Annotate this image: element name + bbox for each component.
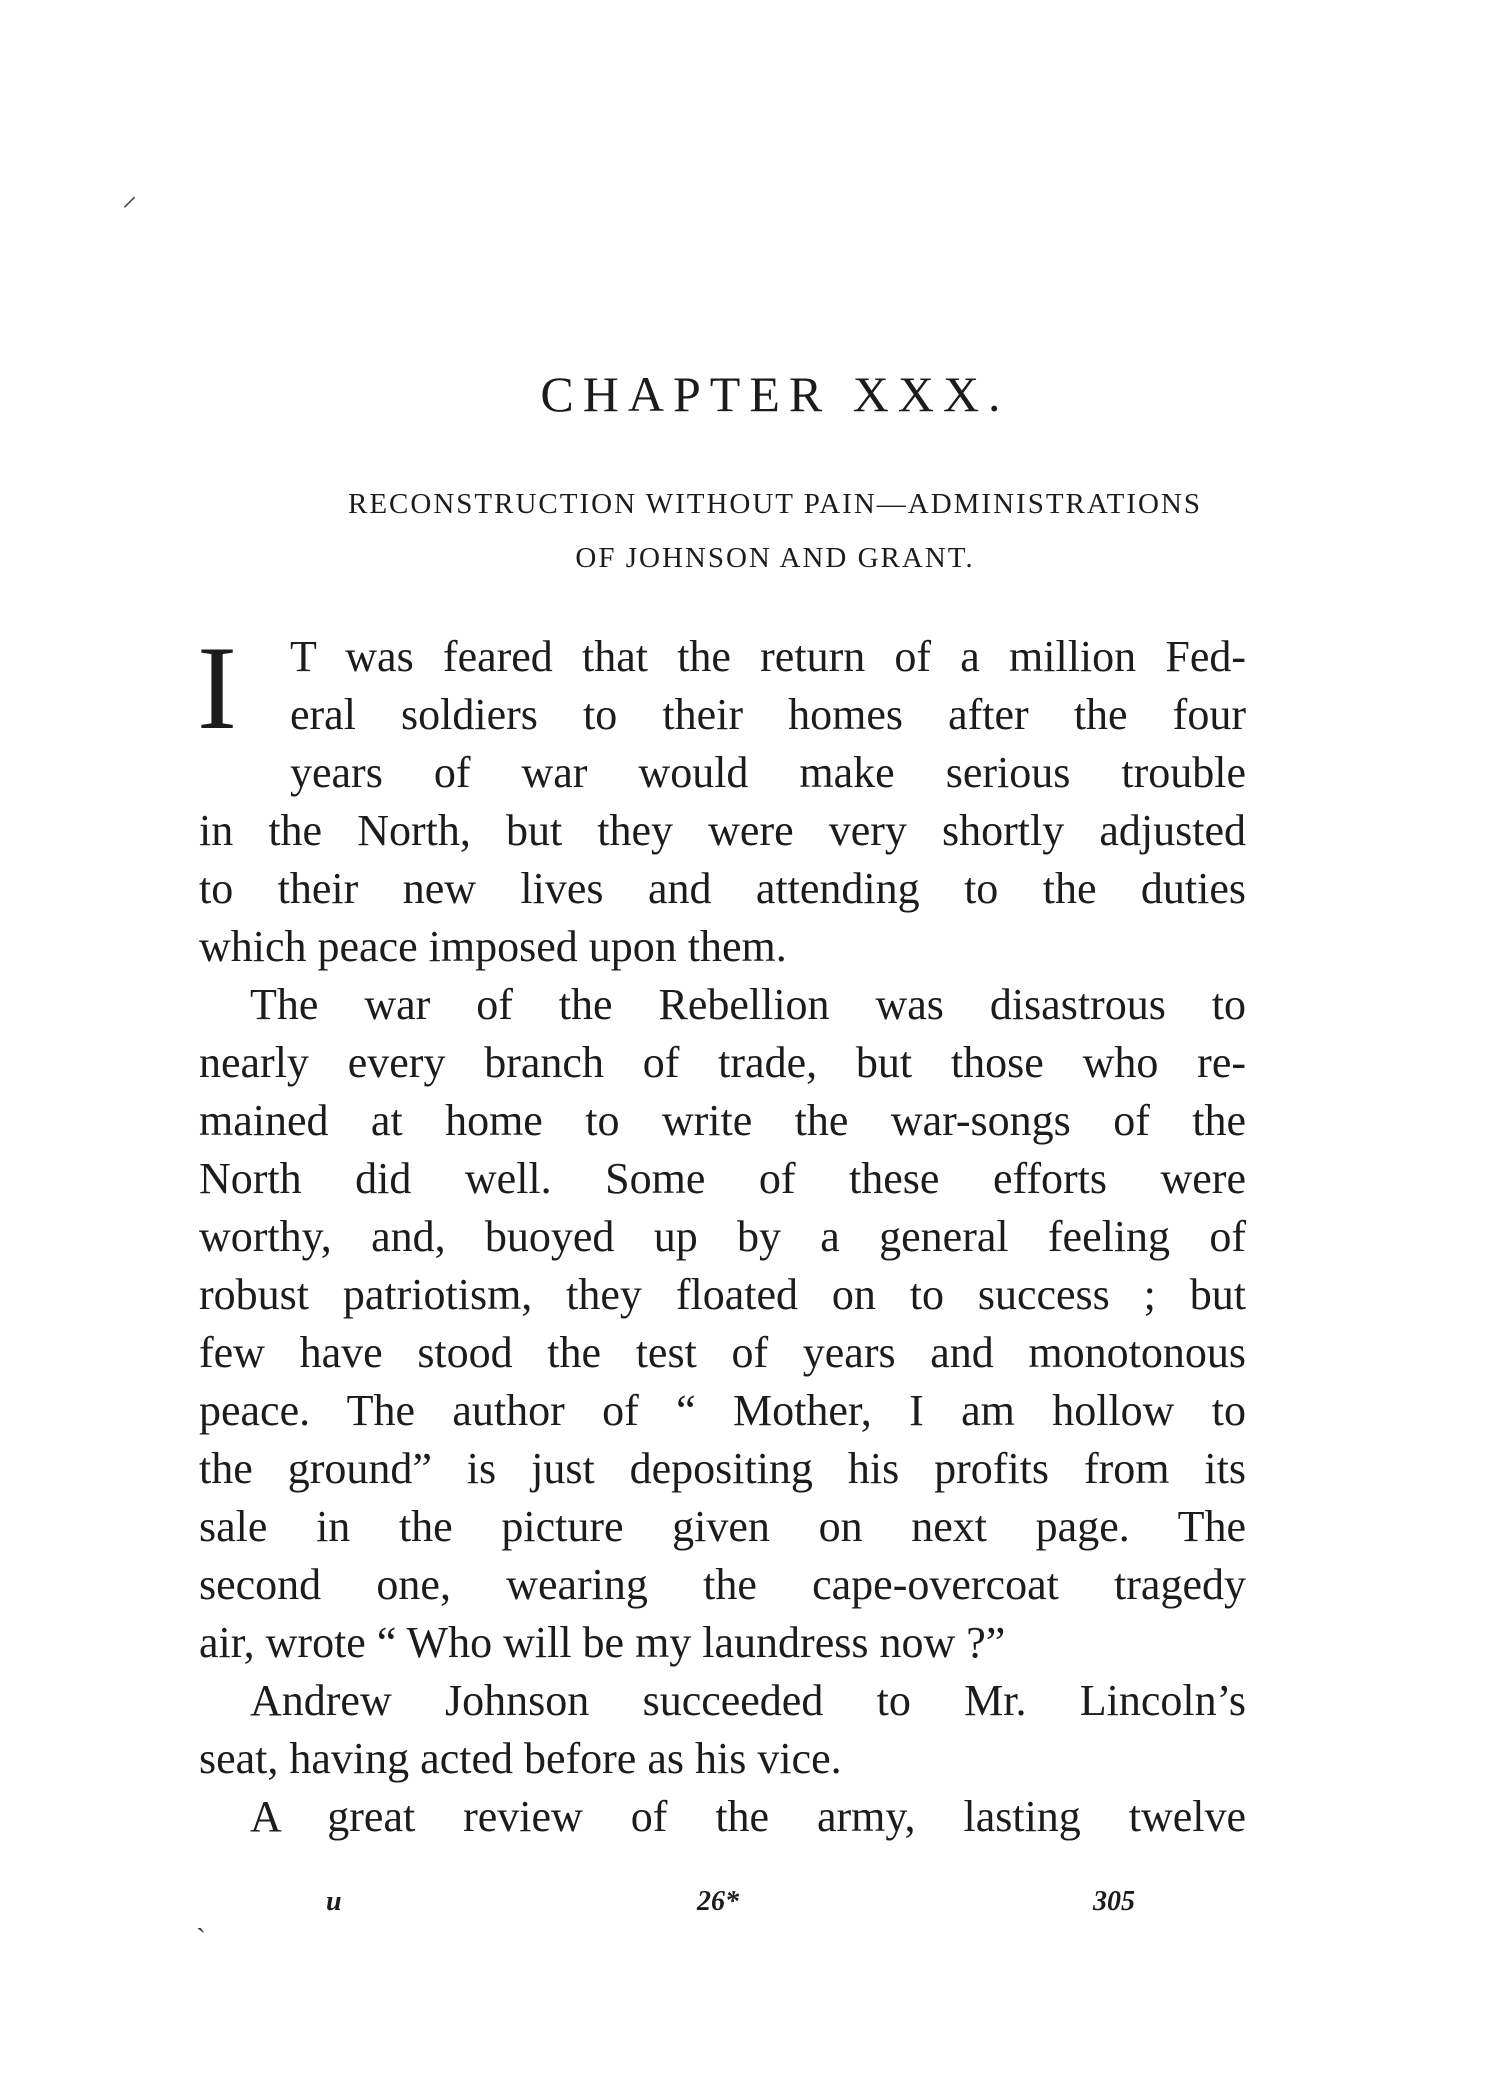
text-line: mained at home to write the war-songs of the [199,1096,1246,1145]
text-line: worthy, and, buoyed up by a general feeling of [199,1212,1246,1261]
text-line: seat, having acted before as his vice. [199,1734,842,1783]
page-number: 305 [1093,1886,1135,1917]
text-line: second one, wearing the cape-overcoat tragedy [199,1560,1246,1609]
stray-mark: ⸍ [122,192,137,225]
text-line: to their new lives and attending to the duties [199,864,1246,913]
chapter-title: CHAPTER XXX. [540,366,1010,422]
drop-cap: I [197,621,237,754]
signature-mark: u [326,1886,342,1917]
text-line: in the North, but they were very shortly adjusted [199,806,1246,855]
sheet-mark: 26* [697,1886,739,1917]
text-line: A great review of the army, lasting twelve [250,1792,1246,1841]
text-line: few have stood the test of years and monotonous [199,1328,1246,1377]
text-line: robust patriotism, they floated on to success ; but [199,1270,1246,1319]
text-line: sale in the picture given on next page. The [199,1502,1246,1551]
text-line: North did well. Some of these efforts were [199,1154,1246,1203]
chapter-subtitle-line-2: OF JOHNSON AND GRANT. [575,542,975,574]
text-line: nearly every branch of trade, but those who re- [199,1038,1246,1087]
chapter-subtitle-line-1: RECONSTRUCTION WITHOUT PAIN—ADMINISTRATIONS [348,488,1202,520]
text-line: T was feared that the return of a million Fed- [290,632,1246,681]
text-line: the ground” is just depositing his profits from its [199,1444,1246,1493]
text-line: eral soldiers to their homes after the four [290,690,1246,739]
text-line: The war of the Rebellion was disastrous to [250,980,1246,1029]
text-line: years of war would make serious trouble [290,748,1246,797]
text-line: Andrew Johnson succeeded to Mr. Lincoln’s [250,1676,1246,1725]
text-line: air, wrote “ Who will be my laundress now ?” [199,1618,1006,1667]
text-line: peace. The author of “ Mother, I am hollow to [199,1386,1246,1435]
stray-mark: ˏ [196,1900,206,1933]
text-line: which peace imposed upon them. [199,922,787,971]
